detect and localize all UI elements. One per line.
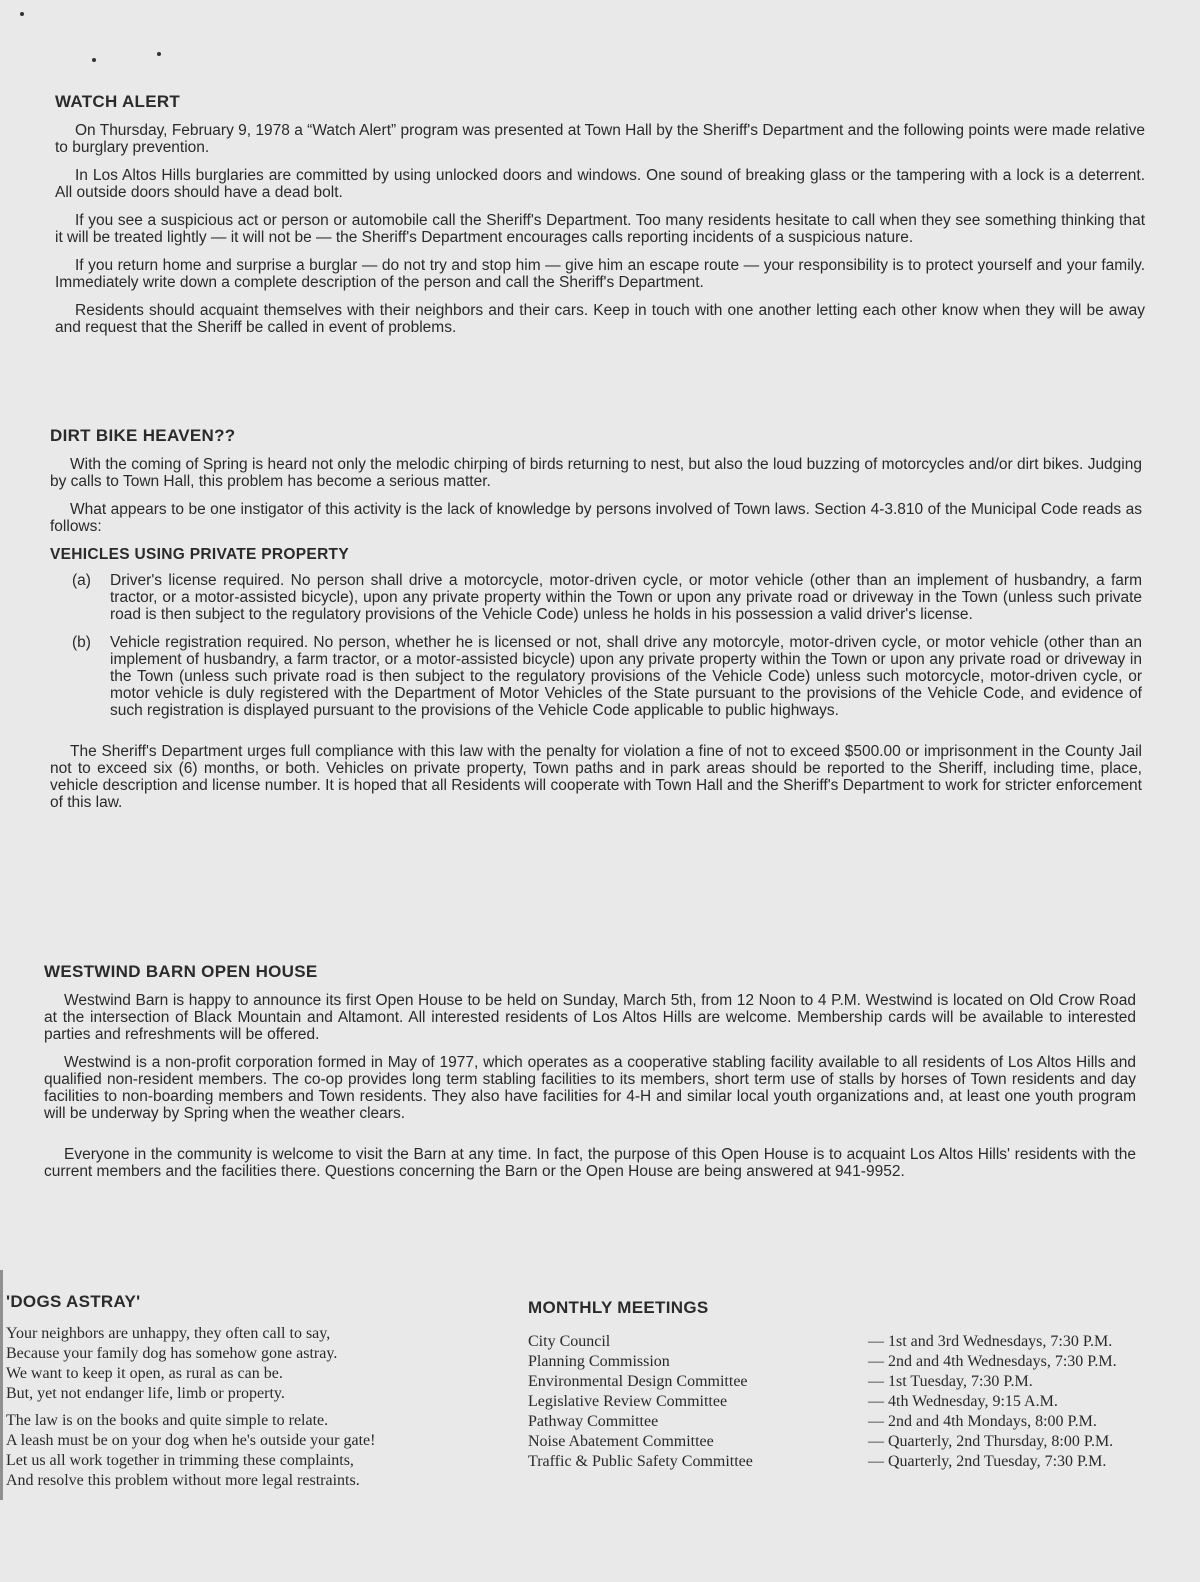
poem-line: A leash must be on your dog when he's outside your gate! — [6, 1432, 376, 1449]
dogs-astray-heading: 'DOGS ASTRAY' — [6, 1292, 141, 1311]
watch-alert-paragraph: If you see a suspicious act or person or automobile call the Sheriff's Department. Too many residents hesitate to call when they see something thinking that it will be treated lightly — it will not be — the Sheriff's Department encourages calls reporting incidents of a suspicious nature. — [55, 212, 1145, 246]
meeting-schedule: — 4th Wednesday, 9:15 A.M. — [868, 1393, 1058, 1410]
meeting-name: Legislative Review Committee — [528, 1393, 728, 1410]
watch-alert-paragraph: If you return home and surprise a burglar — do not try and stop him — give him an escape route — your responsibility is to protect yourself and your family. Immediately write down a complete description of the person and call the Sheriff's Department. — [55, 257, 1145, 291]
westwind-paragraph: Everyone in the community is welcome to visit the Barn at any time. In fact, the purpose of this Open House is to acquaint Los Altos Hills' residents with the current members and the facilities there. Questions concerning the Barn or the Open House are being answered at 941-9952. — [44, 1146, 1136, 1180]
monthly-meetings-section — [528, 1298, 1188, 1472]
clause-marker: (b) — [72, 634, 91, 651]
poem-line: We want to keep it open, as rural as can be. — [6, 1365, 283, 1382]
watch-alert-heading: WATCH ALERT — [55, 92, 181, 111]
watch-alert-section — [55, 92, 1145, 347]
clause-text: Driver's license required. No person shall drive a motorcycle, motor-driven cycle, or motor vehicle (other than an implement of husbandry, a farm tractor, or a motor-assisted bicycle), upon any private property within the Town or upon any private road or driveway in the Town (unless such private road is then subject to the regulatory provisions of the Vehicle Code) unless he holds in his possession a valid driver's license. — [110, 572, 1142, 623]
vehicles-private-property-subheading: VEHICLES USING PRIVATE PROPERTY — [50, 546, 349, 563]
speck-mark — [157, 52, 161, 56]
stanza-gap — [6, 1404, 486, 1411]
dirt-bike-paragraph: With the coming of Spring is heard not only the melodic chirping of birds returning to nest, but also the loud buzzing of motorcycles and/or dirt bikes. Judging by calls to Town Hall, this problem has become a serious matter. — [50, 456, 1142, 490]
westwind-heading: WESTWIND BARN OPEN HOUSE — [44, 962, 318, 981]
meeting-name: Traffic & Public Safety Committee — [528, 1453, 753, 1470]
poem-line: Because your family dog has somehow gone astray. — [6, 1345, 338, 1362]
meeting-schedule: — 1st Tuesday, 7:30 P.M. — [868, 1373, 1033, 1390]
meeting-name: Planning Commission — [528, 1353, 670, 1370]
meeting-row — [528, 1372, 1188, 1392]
meeting-row — [528, 1332, 1188, 1352]
meeting-row — [528, 1432, 1188, 1452]
watch-alert-paragraph: Residents should acquaint themselves with their neighbors and their cars. Keep in touch with one another letting each other know when they will be away and request that the Sheriff be called in event of problems. — [55, 302, 1145, 336]
meeting-row — [528, 1412, 1188, 1432]
dirt-bike-section — [50, 426, 1142, 822]
poem-line: Let us all work together in trimming these complaints, — [6, 1452, 354, 1469]
meeting-schedule: — 1st and 3rd Wednesdays, 7:30 P.M. — [868, 1333, 1113, 1350]
meeting-schedule: — Quarterly, 2nd Thursday, 8:00 P.M. — [868, 1433, 1114, 1450]
poem-line: But, yet not endanger life, limb or property. — [6, 1385, 285, 1402]
meeting-schedule: — Quarterly, 2nd Tuesday, 7:30 P.M. — [868, 1453, 1107, 1470]
dirt-bike-closing-paragraph: The Sheriff's Department urges full compliance with this law with the penalty for violation a fine of not to exceed $500.00 or imprisonment in the County Jail not to exceed six (6) months, or both. Vehicles on private property, Town paths and in park areas should be reported to the Sheriff, including time, place, vehicle description and license number. It is hoped that all Residents will cooperate with Town Hall and the Sheriff's Department to work for stricter enforcement of this law. — [50, 743, 1142, 811]
clause-marker: (a) — [72, 572, 91, 589]
meeting-name: Pathway Committee — [528, 1413, 659, 1430]
meeting-name: Noise Abatement Committee — [528, 1433, 714, 1450]
meeting-name: Environmental Design Committee — [528, 1373, 748, 1390]
speck-mark — [20, 12, 24, 16]
westwind-paragraph: Westwind is a non-profit corporation formed in May of 1977, which operates as a cooperative stabling facility available to all residents of Los Altos Hills and qualified non-resident members. The co-op provides long term stabling facilities to its members, short term use of stalls by horses of Town residents and day facilities to non-boarding members and Town residents. They also have facilities for 4-H and similar local youth organizations and, at least one youth program will be underway by Spring when the weather clears. — [44, 1054, 1136, 1122]
poem-line: Your neighbors are unhappy, they often call to say, — [6, 1325, 331, 1342]
watch-alert-paragraph: In Los Altos Hills burglaries are committed by using unlocked doors and windows. One sound of breaking glass or the tampering with a lock is a deterrent. All outside doors should have a dead bolt. — [55, 167, 1145, 201]
meeting-row — [528, 1452, 1188, 1472]
meeting-name: City Council — [528, 1333, 611, 1350]
speck-mark — [92, 58, 96, 62]
code-clause-a — [50, 572, 1142, 623]
dirt-bike-paragraph: What appears to be one instigator of this activity is the lack of knowledge by persons involved of Town laws. Section 4-3.810 of the Municipal Code reads as follows: — [50, 501, 1142, 535]
binding-edge — [0, 1270, 3, 1500]
dogs-astray-section — [6, 1292, 486, 1491]
clause-text: Vehicle registration required. No person, whether he is licensed or not, shall drive any motorcyle, motor-driven cycle, or motor vehicle (other than an implement of husbandry, a farm tractor, or a motor-assisted bicycle) upon any private property within the Town or upon any private road or driveway in the Town (unless such private road is then subject to the regulatory provisions of the Vehicle Code) unless such motorcycle, motor-driven cycle, or motor vehicle is duly registered with the Department of Motor Vehicles of the State pursuant to the provisions of the Vehicle Code, and evidence of such registration is displayed pursuant to the provisions of the Vehicle Code applicable to public highways. — [110, 634, 1142, 719]
westwind-paragraph: Westwind Barn is happy to announce its first Open House to be held on Sunday, March 5th, from 12 Noon to 4 P.M. Westwind is located on Old Crow Road at the intersection of Black Mountain and Altamont. All interested residents of Los Altos Hills are welcome. Membership cards will be available to interested parties and refreshments will be offered. — [44, 992, 1136, 1043]
poem-line: The law is on the books and quite simple to relate. — [6, 1412, 329, 1429]
meeting-schedule: — 2nd and 4th Wednesdays, 7:30 P.M. — [868, 1353, 1117, 1370]
code-clause-b — [50, 634, 1142, 719]
meeting-row — [528, 1392, 1188, 1412]
meeting-row — [528, 1352, 1188, 1372]
watch-alert-paragraph: On Thursday, February 9, 1978 a “Watch Alert” program was presented at Town Hall by the Sheriff's Department and the following points were made relative to burglary prevention. — [55, 122, 1145, 156]
meeting-schedule: — 2nd and 4th Mondays, 8:00 P.M. — [868, 1413, 1097, 1430]
monthly-meetings-heading: MONTHLY MEETINGS — [528, 1298, 709, 1317]
poem-line: And resolve this problem without more legal restraints. — [6, 1472, 360, 1489]
westwind-section — [44, 962, 1136, 1191]
dirt-bike-heading: DIRT BIKE HEAVEN?? — [50, 426, 236, 445]
